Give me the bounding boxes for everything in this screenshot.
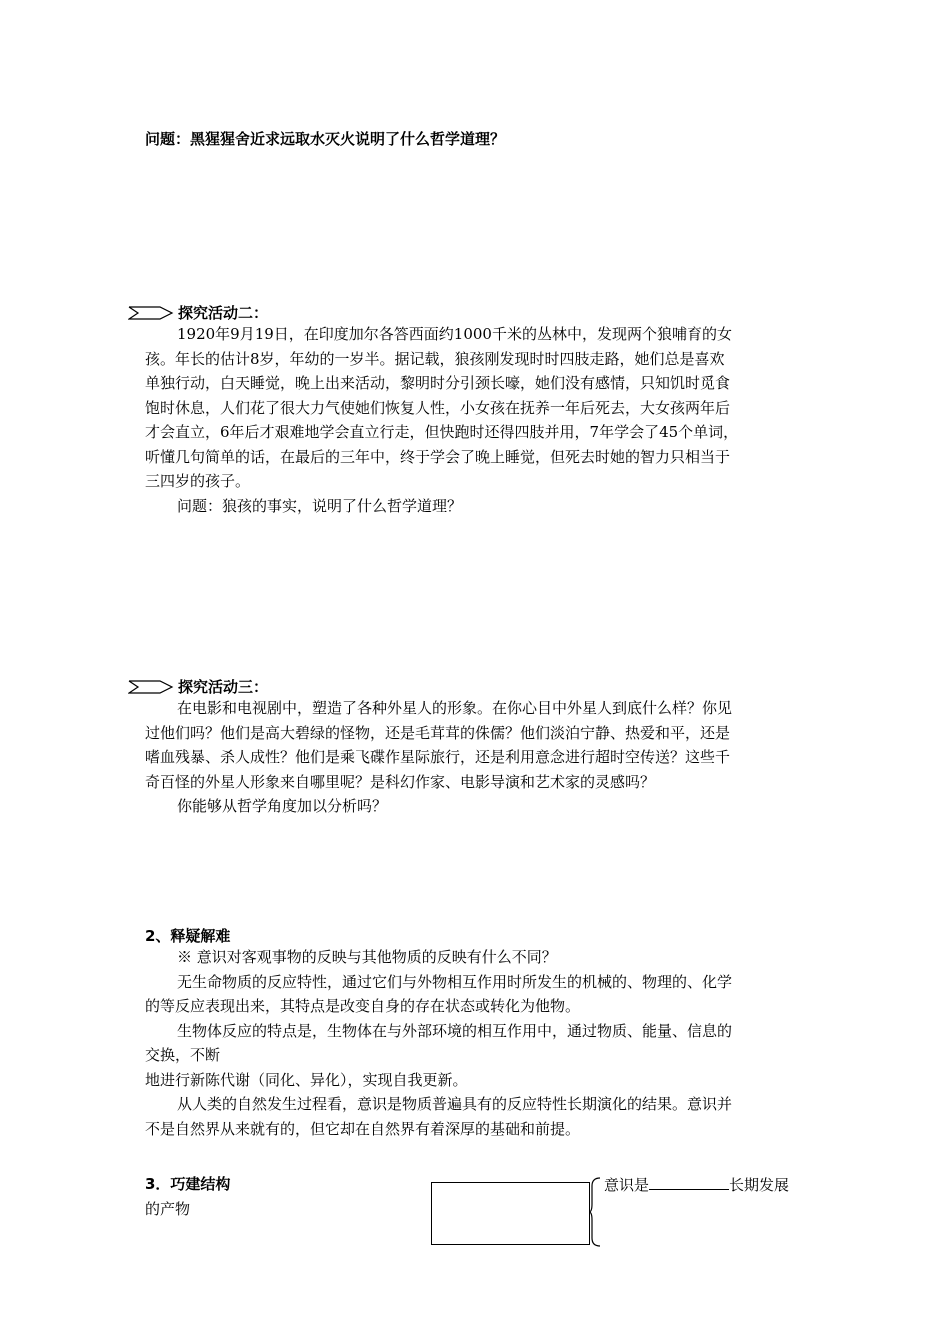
activity-3-body bbox=[145, 696, 813, 819]
arrow-icon bbox=[128, 679, 174, 695]
question-1: 问题：黑猩猩舍近求远取水灭火说明了什么哲学道理？ bbox=[145, 130, 506, 148]
brace-text-after: 长期发展 bbox=[729, 1176, 790, 1194]
activity-3-question: 你能够从哲学角度加以分析吗？ bbox=[177, 797, 388, 815]
text-line: 交换，不断 bbox=[145, 1046, 221, 1064]
section-3-heading: 3．巧建结构 bbox=[145, 1175, 231, 1193]
text-line: 不是自然界从来就有的，但它却在自然界有着深厚的基础和前提。 bbox=[145, 1119, 581, 1138]
section-2-heading: 2、释疑解难 bbox=[145, 927, 231, 945]
text-line: 饱时休息，人们花了很大力气使她们恢复人性，小女孩在抚养一年后死去，大女孩两年后 bbox=[145, 398, 731, 417]
text-line: 奇百怪的外星人形象来自哪里呢？是科幻作家、电影导演和艺术家的灵感吗？ bbox=[145, 772, 656, 791]
text-line: ※ 意识对客观事物的反映与其他物质的反映有什么不同？ bbox=[177, 948, 557, 966]
text-line: 三四岁的孩子。 bbox=[145, 472, 251, 490]
fill-blank[interactable] bbox=[649, 1173, 729, 1190]
text-line: 嗜血残暴、杀人成性？他们是乘飞碟作星际旅行，还是利用意念进行超时空传送？这些千 bbox=[145, 748, 731, 766]
activity-2-heading: 探究活动二： bbox=[178, 304, 269, 322]
text-line: 地进行新陈代谢（同化、异化），实现自我更新。 bbox=[145, 1070, 468, 1089]
structure-box bbox=[431, 1182, 590, 1245]
activity-2-body bbox=[145, 322, 813, 518]
text-line: 才会直立，6年后才艰难地学会直立行走，但快跑时还得四肢并用，7年学会了45个单词， bbox=[145, 423, 739, 441]
text-line: 单独行动，白天睡觉，晚上出来活动，黎明时分引颈长嚎，她们没有感情，只知饥时觅食 bbox=[145, 374, 731, 392]
text-line: 听懂几句简单的话，在最后的三年中，终于学会了晚上睡觉，但死去时她的智力只相当于 bbox=[145, 447, 731, 466]
text-line: 从人类的自然发生过程看，意识是物质普遍具有的反应特性长期演化的结果。意识并 bbox=[177, 1095, 733, 1113]
activity-2-question: 问题：狼孩的事实，说明了什么哲学道理？ bbox=[177, 496, 463, 515]
section-3-subtext: 的产物 bbox=[145, 1200, 191, 1218]
brace-icon bbox=[588, 1176, 602, 1248]
brace-line bbox=[604, 1173, 789, 1195]
text-line: 在电影和电视剧中，塑造了各种外星人的形象。在你心目中外星人到底什么样？你见 bbox=[177, 699, 733, 717]
text-line: 的等反应表现出来，其特点是改变自身的存在状态或转化为他物。 bbox=[145, 997, 581, 1015]
text-line: 1920年9月19日，在印度加尔各答西面约1000千米的丛林中，发现两个狼哺育的女 bbox=[177, 325, 732, 343]
section-2-body bbox=[145, 945, 813, 1141]
text-line: 孩。年长的估计8岁，年幼的一岁半。据记载，狼孩刚发现时时四肢走路，她们总是喜欢 bbox=[145, 349, 725, 368]
text-line: 过他们吗？他们是高大碧绿的怪物，还是毛茸茸的侏儒？他们淡泊宁静、热爱和平，还是 bbox=[145, 723, 731, 742]
brace-text-before: 意识是 bbox=[604, 1176, 650, 1194]
text-line: 无生命物质的反应特性，通过它们与外物相互作用时所发生的机械的、物理的、化学 bbox=[177, 972, 733, 991]
activity-3-heading: 探究活动三： bbox=[178, 678, 269, 696]
arrow-icon bbox=[128, 305, 174, 321]
text-line: 生物体反应的特点是，生物体在与外部环境的相互作用中，通过物质、能量、信息的 bbox=[177, 1021, 733, 1040]
